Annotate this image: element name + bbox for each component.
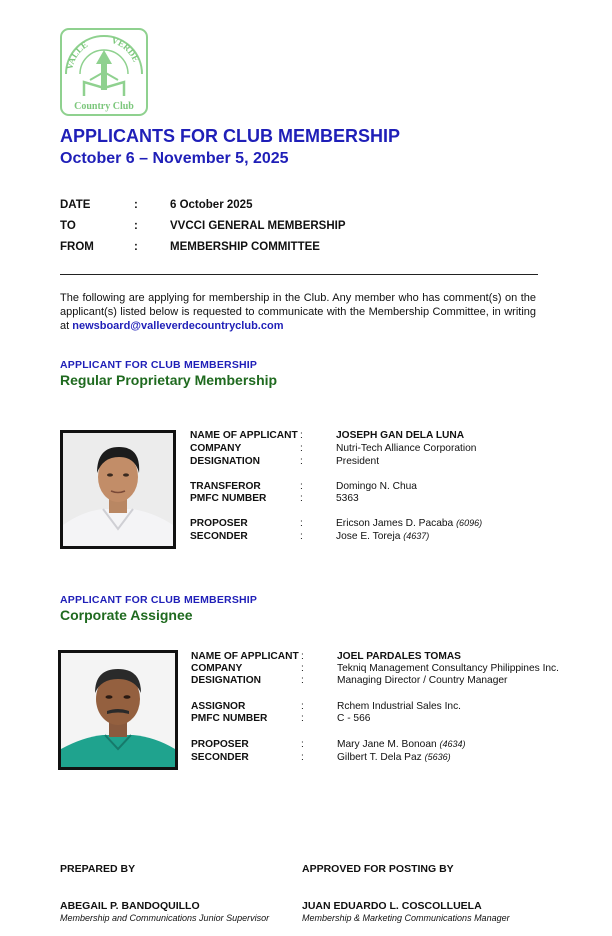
field-value: Jose E. Toreja [336,531,401,542]
field-value: JOEL PARDALES TOMAS [337,651,461,662]
field-label: SECONDER [190,531,248,542]
field-value: JOSEPH GAN DELA LUNA [336,430,465,441]
field-label: ASSIGNOR [191,701,246,712]
applicant-photo [58,650,178,770]
intro-text: The following are applying for membership in the Club. Any member who has comment(s) on the applicant(s) listed below is requested to communicate with the Membership Committee, in writing at [60,292,536,333]
memo-label: DATE [60,199,91,211]
svg-text:VERDE [110,35,141,63]
member-number: (4634) [439,739,466,749]
memo-label: FROM [60,241,94,253]
field-colon: : [301,663,304,674]
field-applicant-name [191,651,612,663]
approved-by-role: Membership & Marketing Communications Manager [302,913,510,923]
field-colon: : [300,531,303,542]
field-seconder [191,752,612,764]
memo-value: VVCCI GENERAL MEMBERSHIP [170,220,346,232]
field-label: PROPOSER [191,739,249,750]
field-colon: : [300,443,303,454]
field-value: Nutri-Tech Alliance Corporation [336,443,477,454]
svg-text:VALLE [64,39,89,70]
field-proposer [191,739,612,751]
field-pmfc-number [190,493,612,505]
field-colon: : [301,713,304,724]
member-number: (4637) [403,531,430,541]
field-value: Ericson James D. Pacaba [336,518,454,529]
field-label: COMPANY [191,663,243,674]
field-colon: : [301,739,304,750]
approved-by-name: JUAN EDUARDO L. COSCOLLUELA [302,900,482,912]
section-label: APPLICANT FOR CLUB MEMBERSHIP [60,359,258,371]
prepared-by-name: ABEGAIL P. BANDOQUILLO [60,900,200,912]
email-link[interactable]: newsboard@valleverdecountryclub.com [72,320,284,333]
field-label: PROPOSER [190,518,248,529]
field-company [190,443,612,455]
approved-by-label: APPROVED FOR POSTING BY [302,863,454,875]
section-membership-type: Corporate Assignee [60,607,193,623]
prepared-by-role: Membership and Communications Junior Supervisor [60,913,270,923]
field-label: TRANSFEROR [190,481,261,492]
applicant-portrait-icon [61,653,175,767]
field-colon: : [300,456,303,467]
field-colon: : [301,651,304,662]
field-label: PMFC NUMBER [190,493,267,504]
field-value: President [336,456,380,467]
logo-arc-left: VALLE [64,39,90,71]
field-transferor [190,481,612,493]
field-label: DESIGNATION [191,675,261,686]
memo-colon: : [134,241,138,253]
field-designation [190,456,612,468]
applicant-portrait-icon [63,433,173,546]
field-colon: : [301,752,304,763]
field-label: COMPANY [190,443,242,454]
valle-verde-logo [60,28,148,116]
field-value: 5363 [336,493,359,504]
field-assignor [191,701,612,713]
divider [60,274,538,275]
field-value: Tekniq Management Consultancy Philippines Inc. [337,663,559,674]
memo-row-to [60,220,540,236]
logo-arc-right: VERDE [110,35,142,64]
field-label: NAME OF APPLICANT [190,430,298,441]
field-designation [191,675,612,687]
field-seconder [190,531,612,543]
intro-paragraph [60,291,536,334]
field-value: C - 566 [337,713,371,724]
field-pmfc-number [191,713,612,725]
field-colon: : [300,518,303,529]
field-colon: : [301,675,304,686]
page-subtitle: October 6 – November 5, 2025 [60,150,289,167]
section-membership-type: Regular Proprietary Membership [60,372,278,388]
field-value: Managing Director / Country Manager [337,675,508,686]
field-colon: : [300,481,303,492]
field-label: PMFC NUMBER [191,713,268,724]
field-applicant-name [190,430,612,442]
field-label: SECONDER [191,752,249,763]
field-label: DESIGNATION [190,456,260,467]
logo-text: Country Club [74,101,134,112]
memo-colon: : [134,220,138,232]
memo-colon: : [134,199,138,211]
memo-row-date [60,199,540,215]
member-number: (5636) [424,752,451,762]
field-proposer [190,518,612,530]
field-company [191,663,612,675]
prepared-by-label: PREPARED BY [60,863,136,875]
field-value: Mary Jane M. Bonoan [337,739,437,750]
memo-row-from [60,241,540,257]
field-value: Gilbert T. Dela Paz [337,752,422,763]
memo-label: TO [60,220,76,232]
field-colon: : [300,430,303,441]
section-label: APPLICANT FOR CLUB MEMBERSHIP [60,594,258,606]
field-value: Domingo N. Chua [336,481,417,492]
memo-value: 6 October 2025 [170,199,253,211]
field-label: NAME OF APPLICANT [191,651,299,662]
field-value: Rchem Industrial Sales Inc. [337,701,462,712]
memo-value: MEMBERSHIP COMMITTEE [170,241,320,253]
page-title: APPLICANTS FOR CLUB MEMBERSHIP [60,126,401,146]
field-colon: : [301,701,304,712]
applicant-photo [60,430,176,549]
member-number: (6096) [456,518,483,528]
field-colon: : [300,493,303,504]
